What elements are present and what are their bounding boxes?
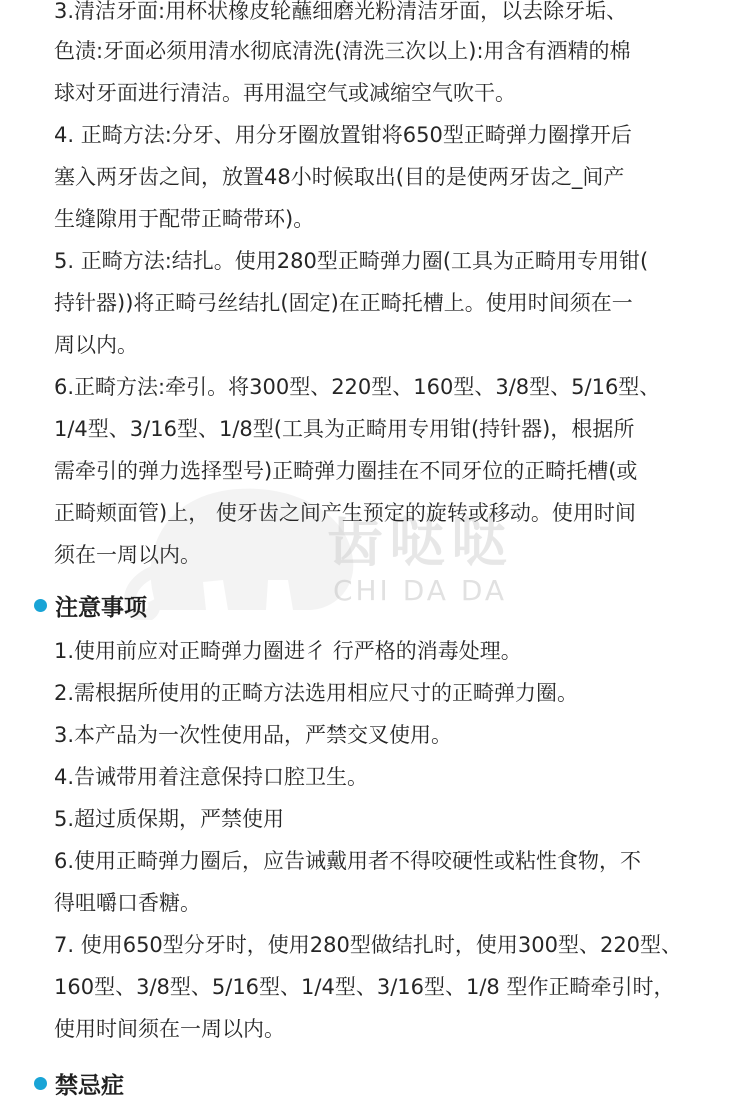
section-heading-notice xyxy=(34,590,147,620)
text-line: 塞入两牙齿之间，放置48小时候取出(目的是使两牙齿之_间产 xyxy=(54,165,625,189)
section-title: 注意事项 xyxy=(55,594,147,621)
text-line: 球对牙面进行清洁。再用温空气或减缩空气吹干。 xyxy=(54,81,516,105)
text-line: 正畸颊面管)上， 使牙齿之间产生预定的旋转或移动。使用时间 xyxy=(54,501,636,525)
bullet-dot-icon xyxy=(34,1077,47,1090)
text-line: 持针器))将正畸弓丝结扎(固定)在正畸托槽上。使用时间须在一 xyxy=(54,291,633,315)
text-line: 生缝隙用于配带正畸带环)。 xyxy=(54,207,315,231)
section-title: 禁忌症 xyxy=(55,1072,124,1099)
notice-line: 1.使用前应对正畸弹力圈进彳 行严格的消毒处理。 xyxy=(54,639,522,663)
text-line: 1/4型、3/16型、1/8型(工具为正畸用专用钳(持针器)，根据所 xyxy=(54,417,635,441)
notice-line: 2.需根据所使用的正畸方法选用相应尺寸的正畸弹力圈。 xyxy=(54,681,579,705)
text-line: 3.清洁牙面:用杯状橡皮轮蘸细磨光粉清洁牙面，以去除牙垢、 xyxy=(54,0,628,23)
notice-line: 4.告诫带用着注意保持口腔卫生。 xyxy=(54,765,369,789)
notice-line: 得咀嚼口香糖。 xyxy=(54,891,201,915)
text-line: 色渍:牙面必须用清水彻底清洗(清洗三次以上):用含有酒精的棉 xyxy=(54,39,631,63)
watermark-text: 齿哒哒 xyxy=(327,510,513,575)
notice-line: 5.超过质保期，严禁使用 xyxy=(54,807,285,831)
text-line: 5. 正畸方法:结扎。使用280型正畸弹力圈(工具为正畸用专用钳( xyxy=(54,249,649,273)
notice-line: 使用时间须在一周以内。 xyxy=(54,1017,285,1041)
notice-line: 160型、3/8型、5/16型、1/4型、3/16型、1/8 型作正畸牵引时， xyxy=(54,975,675,999)
notice-line: 3.本产品为一次性使用品，严禁交叉使用。 xyxy=(54,723,453,747)
text-line: 须在一周以内。 xyxy=(54,543,201,567)
notice-line: 6.使用正畸弹力圈后，应告诫戴用者不得咬硬性或粘性食物，不 xyxy=(54,849,642,873)
text-line: 4. 正畸方法:分牙、用分牙圈放置钳将650型正畸弹力圈撑开后 xyxy=(54,123,632,147)
text-line: 6.正畸方法:牵引。将300型、220型、160型、3/8型、5/16型、 xyxy=(54,375,661,399)
notice-line: 7. 使用650型分牙时，使用280型做结扎时，使用300型、220型、 xyxy=(54,933,683,957)
text-line: 周以内。 xyxy=(54,333,138,357)
bullet-dot-icon xyxy=(34,599,47,612)
section-heading-contraindications xyxy=(34,1068,124,1098)
watermark-subtext: CHI DA DA xyxy=(332,574,508,607)
text-line: 需牵引的弹力选择型号)正畸弹力圈挂在不同牙位的正畸托槽(或 xyxy=(54,459,638,483)
